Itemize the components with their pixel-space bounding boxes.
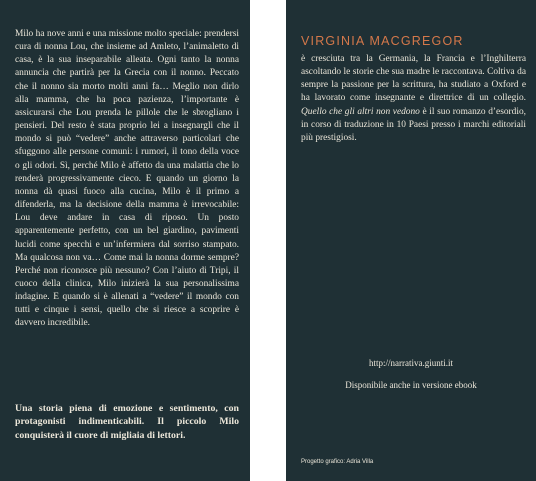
closing-tagline: Una storia piena di emozione e sentimento, con protagonisti indimenticabili. Il piccolo Milo conquisterà il cuore di migliaia di lettori. bbox=[15, 403, 239, 441]
publisher-url[interactable]: http://narrativa.giunti.it bbox=[369, 358, 453, 368]
synopsis-paragraph: Milo ha nove anni e una missione molto speciale: prendersi cura di nonna Lou, che insieme ad Amleto, l’animaletto di casa, è la sua inseparabile alleata. Ogni tanto la nonna annuncia che partirà per la Grecia con il nonno. Peccato che il nonno sia morto molti anni fa… Meglio non dirlo alla mamma, che ha poca pazienza, l’importante è assicurarsi che Lou prenda le pillole che le sbrogliano i pensieri. Del resto è stata proprio lei a insegnargli che il mondo si può “vedere” anche attraverso particolari che sfuggono alle persone comuni: i rumori, il tono della voce o gli odori. Sì, perché Milo è affetto da una malattia che lo renderà progressivamente cieco. E quando un giorno la nonna dà quasi fuoco alla cucina, Milo è il primo a difenderla, ma la decisione della mamma è irrevocabile: Lou deve andare in casa di riposo. Un posto apparentemente perfetto, con un bel giardino, pavimenti lucidi come specchi e un’infermiera dal sorriso stampato. Ma qualcosa non va… Come mai la nonna dorme sempre? Perché non riconosce più nessuno? Con l’aiuto di Tripi, il cuoco della clinica, Milo inizierà la sua personalissima indagine. E quando si è allenati a “vedere” il mondo con tutti e cinque i sensi, quello che si riesce a scoprire è davvero incredibile. bbox=[15, 29, 239, 329]
synopsis-text bbox=[15, 28, 239, 331]
author-bio bbox=[301, 53, 526, 145]
bio-text-end: è il suo romanzo d’esordio, in corso di traduzione in 10 Paesi presso i marchi editoriali più prestigiosi. bbox=[301, 106, 526, 143]
ebook-note: Disponibile anche in versione ebook bbox=[345, 380, 477, 390]
author-name: VIRGINIA MACGREGOR bbox=[301, 34, 464, 48]
right-flap bbox=[286, 0, 536, 481]
left-flap bbox=[0, 0, 250, 481]
bio-text-start: è cresciuta tra la Germania, la Francia e l’Inghilterra ascoltando le storie che sua madre le raccontava. Coltiva da sempre la passione per la scrittura, ha studiato a Oxford e ha lavorato come insegnante e direttrice di un collegio. bbox=[301, 54, 526, 104]
flap-gap bbox=[250, 0, 286, 481]
book-title: Quello che gli altri non vedono bbox=[301, 106, 420, 117]
design-credit: Progetto grafico: Adria Villa bbox=[301, 459, 374, 465]
